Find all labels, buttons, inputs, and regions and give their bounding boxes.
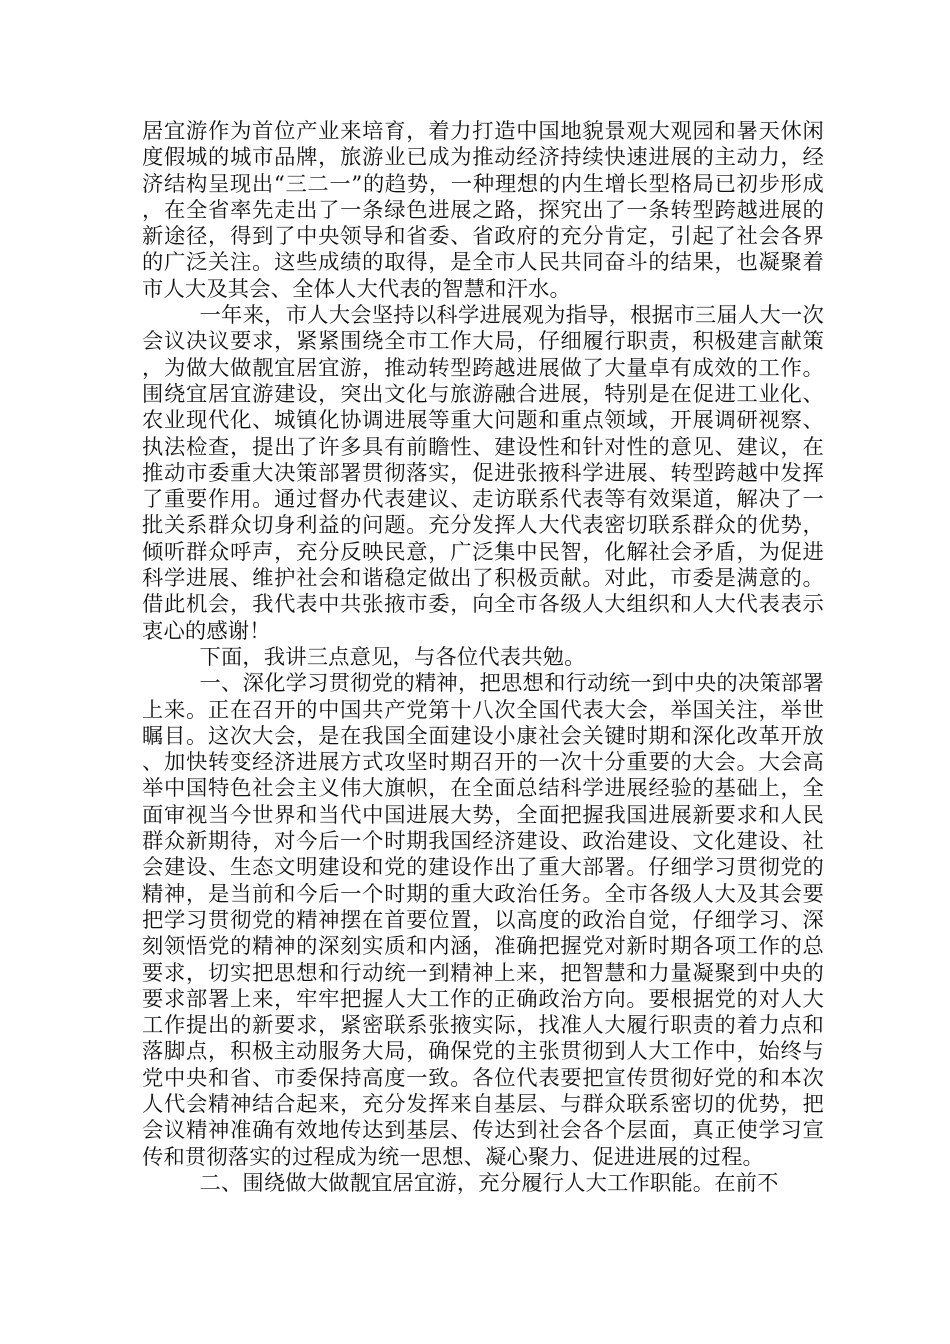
paragraph-review: 一年来，市人大会坚持以科学进展观为指导，根据市三届人大一次会议决议要求，紧紧围绕全市工作大局，仔细履行职责，积极建言献策，为做大做靓宜居宜游，推动转型跨越进展做了大量卓有成效的工作。围绕宜居宜游建设，突出文化与旅游融合进展，特别是在促进工业化、农业现代化、城镇化协调进展等重大问题和重点领域，开展调研视察、执法检查，提出了许多具有前瞻性、建设性和针对性的意见、建议，在推动市委重大决策部署贯彻落实，促进张掖科学进展、转型跨越中发挥了重要作用。通过督办代表建议、走访联系代表等有效渠道，解决了一批关系群众切身利益的问题。充分发挥人大代表密切联系群众的优势，倾听群众呼声，充分反映民意，广泛集中民智，化解社会矛盾，为促进科学进展、维护社会和谐稳定做出了积极贡献。对此，市委是满意的。借此机会，我代表中共张掖市委，向全市各级人大组织和人大代表表示衷心的感谢！ (142, 303, 824, 644)
paragraph-continuation: 居宜游作为首位产业来培育，着力打造中国地貌景观大观园和暑天休闲度假城的城市品牌，旅游业已成为推动经济持续快速进展的主动力，经济结构呈现出“三二一”的趋势，一种理想的内生增长型格局已初步形成，在全省率先走出了一条绿色进展之路，探究出了一条转型跨越进展的新途径，得到了中央领导和省委、省政府的充分肯定，引起了社会各界的广泛关注。这些成绩的取得，是全市人民共同奋斗的结果，也凝聚着市人大及其会、全体人大代表的智慧和汗水。 (142, 119, 824, 302)
paragraph-point-two: 二、围绕做大做靓宜居宜游，充分履行人大工作职能。在前不 (199, 1170, 779, 1196)
paragraph-point-one: 一、深化学习贯彻党的精神，把思想和行动统一到中央的决策部署上来。正在召开的中国共产党第十八次全国代表大会，举国关注，举世瞩目。这次大会，是在我国全面建设小康社会关键时期和深化改革开放、加快转变经济进展方式攻坚时期召开的一次十分重要的大会。大会高举中国特色社会主义伟大旗帜，在全面总结科学进展经验的基础上，全面审视当今世界和当代中国进展大势，全面把握我国进展新要求和人民群众新期待，对今后一个时期我国经济建设、政治建设、文化建设、社会建设、生态文明建设和党的建设作出了重大部署。仔细学习贯彻党的精神，是当前和今后一个时期的重大政治任务。全市各级人大及其会要把学习贯彻党的精神摆在首要位置，以高度的政治自觉，仔细学习、深刻领悟党的精神的深刻实质和内涵，准确把握党对新时期各项工作的总要求，切实把思想和行动统一到精神上来，把智慧和力量凝聚到中央的要求部署上来，牢牢把握人大工作的正确政治方向。要根据党的对人大工作提出的新要求，紧密联系张掖实际，找准人大履行职责的着力点和落脚点，积极主动服务大局，确保党的主张贯彻到人大工作中，始终与党中央和省、市委保持高度一致。各位代表要把宣传贯彻好党的和本次人代会精神结合起来，充分发挥来自基层、与群众联系密切的优势，把会议精神准确有效地传达到基层、传达到社会各个层面，真正使学习宣传和贯彻落实的过程成为统一思想、凝心聚力、促进进展的过程。 (142, 671, 824, 1170)
paragraph-intro: 下面，我讲三点意见，与各位代表共勉。 (199, 644, 586, 670)
document-page (142, 119, 824, 1197)
